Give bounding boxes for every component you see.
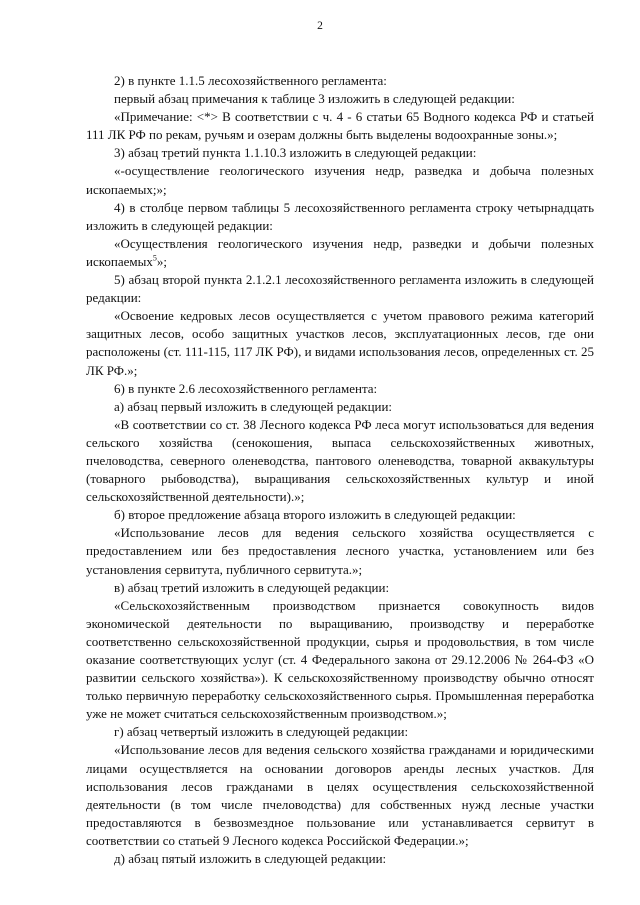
paragraph: а) абзац первый изложить в следующей редакции:: [114, 398, 393, 414]
paragraph: 4) в столбце первом таблицы 5 лесохозяйственного регламента строку четырнадцать изложить в следующей редакции:: [86, 199, 594, 233]
paragraph: «Примечание: <*> В соответствии с ч. 4 - 6 статьи 65 Водного кодекса РФ и статьей 111 ЛК РФ по рекам, ручьям и озерам должны быть выделены водоохранные зоны.»;: [86, 109, 594, 143]
paragraph: «Использование лесов для ведения сельского хозяйства гражданами и юридическими лицами осуществляется на основании договоров аренды лесных участков. Для использования лесов гражданами в целях осуществления сельскохозяйственной деятельности (в том числе пчеловодства) для собственных нужд лесные участки предоставляются в безвозмездное пользование или устанавливается сервитут в соответствии со статьей 9 Лесного кодекса Российской Федерации.»;: [86, 742, 594, 848]
paragraph: 5) абзац второй пункта 2.1.2.1 лесохозяйственного регламента изложить в следующей редакции:: [86, 272, 594, 306]
paragraph: «Освоение кедровых лесов осуществляется с учетом правового режима категорий защитных лесов, особо защитных участков лесов, эксплуатационных лесов, где они расположены (ст. 111-115, 117 ЛК РФ), и видами использования лесов, определенных ст. 25 ЛК РФ.»;: [86, 308, 594, 378]
paragraph: б) второе предложение абзаца второго изложить в следующей редакции:: [114, 507, 516, 523]
paragraph: г) абзац четвертый изложить в следующей редакции:: [114, 724, 409, 740]
paragraph: «-осуществление геологического изучения недр, разведка и добыча полезных ископаемых;»;: [86, 163, 594, 197]
paragraph: 6) в пункте 2.6 лесохозяйственного регламента:: [114, 380, 378, 396]
paragraph: 2) в пункте 1.1.5 лесохозяйственного регламента:: [114, 73, 387, 88]
paragraph: д) абзац пятый изложить в следующей редакции:: [114, 851, 387, 867]
paragraph-text-end: »;: [156, 253, 167, 269]
paragraph: «Сельскохозяйственным производством признается совокупность видов экономической деятельности по выращиванию, производству и переработке соответственно сельскохозяйственной продукции, сырья и продовольствия, в том числе оказание соответствующих услуг (ст. 4 Федерального закона от 29.12.2006 № 264-ФЗ «О развитии сельского хозяйства»). К сельскохозяйственному производству обычно относят только первичную переработку сельскохозяйственного сырья. Промышленная переработка уже не может считаться сельскохозяйственным производством.»;: [86, 597, 594, 722]
paragraph: первый абзац примечания к таблице 3 изложить в следующей редакции:: [114, 91, 515, 107]
paragraph-text: «Осуществления геологического изучения недр, разведки и добычи полезных ископаемых: [86, 235, 594, 269]
paragraph: «Использование лесов для ведения сельского хозяйства осуществляется с предоставлением или без предоставления лесного участка, установлением или без установления сервитута, публичного сервитута.»;: [86, 525, 594, 577]
footnote-marker: 5: [152, 253, 157, 263]
paragraph: [86, 235, 594, 271]
paragraph: в) абзац третий изложить в следующей редакции:: [114, 579, 390, 595]
paragraph: 3) абзац третий пункта 1.1.10.3 изложить в следующей редакции:: [114, 145, 477, 161]
paragraph: «В соответствии со ст. 38 Лесного кодекса РФ леса могут использоваться для ведения сельского хозяйства (сенокошения, выпаса сельскохозяйственных животных, пчеловодства, северного оленеводства, пантового оленеводства, товарной аквакультуры (товарного рыбоводства), выращивания сельскохозяйственных культур и иной сельскохозяйственной деятельности).»;: [86, 416, 594, 505]
page-number: 2: [317, 20, 323, 32]
document-body: [86, 72, 594, 868]
